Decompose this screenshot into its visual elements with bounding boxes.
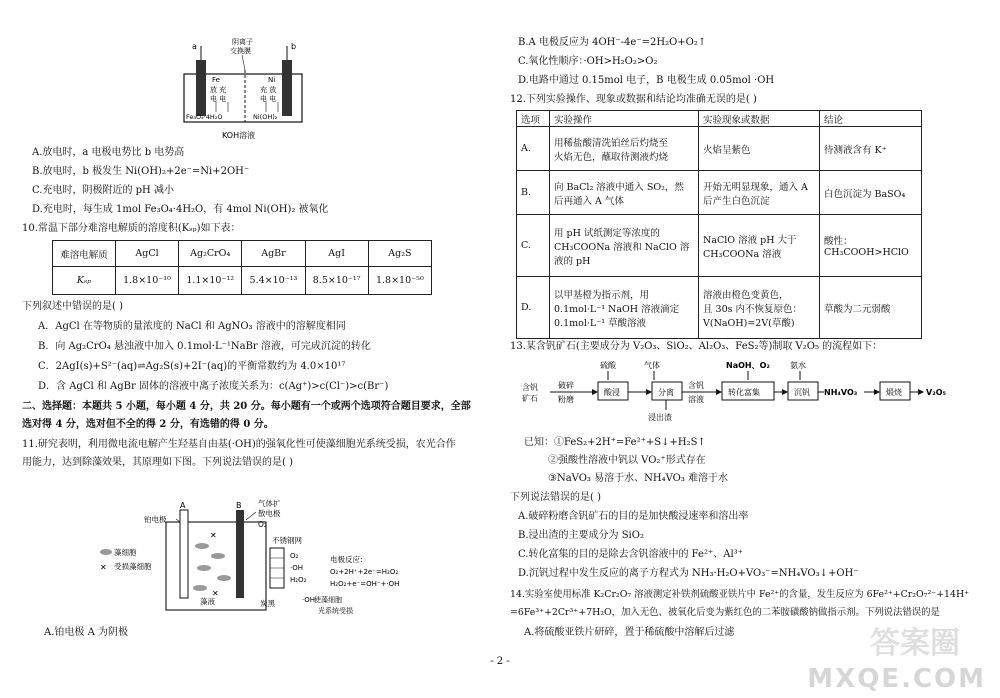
q12-row-a-opt: A. xyxy=(517,127,550,171)
algae-label: 藻液 xyxy=(200,597,215,606)
ksp-value-ag2s: 1.8×10⁻⁵⁰ xyxy=(368,267,431,295)
q12-row-b-ph: 开始无明显现象，通入 A 后产生白色沉淀 xyxy=(699,171,820,215)
ksp-header-1: AgCl xyxy=(115,241,178,267)
svg-text:✕: ✕ xyxy=(210,531,217,540)
q9-option-c: C.充电时，阴极附近的 pH 减小 xyxy=(32,185,174,196)
section2-line1: 二、选择题：本题共 5 小题，每小题 4 分，共 20 分。每小题有一个或两个选项符合题目要求，全部 xyxy=(22,401,471,412)
flow-product: V₂O₅ xyxy=(926,388,946,397)
flow-leach: 酸浸 xyxy=(604,388,620,397)
flow-precip: 沉钒 xyxy=(794,388,810,397)
svg-text:✕: ✕ xyxy=(212,589,219,598)
right-plate-label: Ni(OH)₂ xyxy=(253,113,278,121)
ksp-value-ag2cro4: 1.1×10⁻¹² xyxy=(179,267,242,295)
q12-row-c xyxy=(517,215,922,277)
flow-vsol-2: 溶液 xyxy=(688,395,704,404)
flow-crush-1: 破碎 xyxy=(558,381,574,390)
q14-line1: 14.实验室使用标准 K₂Cr₂O₇ 溶液测定补铁剂硫酸亚铁片中 Fe²⁺的含量，发生反应为 6Fe²⁺+Cr₂O₇²⁻+14H⁺ xyxy=(510,589,970,600)
q10-option-a: A．AgCl 在等物质的量浓度的 NaCl 和 AgNO₃ 溶液中的溶解度相同 xyxy=(38,321,346,332)
q11-line2: 用能力，达到除藻效果，其原理如下图。下列说法错误的是( ) xyxy=(22,457,293,468)
label-B: B xyxy=(236,501,242,510)
flow-residue: 浸出渣 xyxy=(648,413,672,422)
flow-vsol-1: 含钒 xyxy=(688,381,704,390)
q12-row-d-op: 以甲基橙为指示剂，用 0.1mol·L⁻¹ NaOH 溶液滴定 0.1mol·L⁻¹ 草酸溶液 xyxy=(550,277,699,339)
ksp-value-agi: 8.5×10⁻¹⁷ xyxy=(305,267,368,295)
q13-option-c: C.转化富集的目的是除去含钒溶液中的 Fe²⁺、Al³⁺ xyxy=(518,549,743,560)
fe-label: Fe xyxy=(212,76,220,84)
right-column xyxy=(500,0,1000,698)
q12-row-a xyxy=(517,127,922,171)
vanadium-flowchart xyxy=(520,358,980,430)
label-a: a xyxy=(192,42,197,51)
legend-damaged-icon: ✕ xyxy=(100,563,107,572)
pt-electrode-label: 铂电极 xyxy=(144,515,167,524)
flow-nh4vo3: NH₄VO₃ xyxy=(824,388,858,397)
flow-reagents: NaOH、O₂ xyxy=(726,361,770,370)
flow-enrich: 转化富集 xyxy=(728,388,760,397)
known-1: 已知：①FeS₂+2H⁺=Fe²⁺+S↓+H₂S↑ xyxy=(524,437,706,448)
steel-mesh-label: 不锈钢网 xyxy=(272,536,302,545)
q12-header-3: 结论 xyxy=(820,111,922,127)
q11-option-b: B.A 电极反应为 4OH⁻-4e⁻=2H₂O+O₂↑ xyxy=(518,37,707,48)
electrode-A xyxy=(180,510,188,598)
flow-ammonia: 氨水 xyxy=(790,361,806,370)
q10-prompt: 下列叙述中错误的是( ) xyxy=(22,301,123,312)
q14-line2: =6Fe³⁺+2Cr³⁺+7H₂O，加入无色、被氧化后变为紫红色的二苯胺磺酸钠做指示剂。下列说法错误的是 xyxy=(510,607,940,618)
flow-ore-2: 矿石 xyxy=(522,394,538,403)
q13-option-a: A.破碎粉磨含钒矿石的目的是加快酸浸速率和溶出率 xyxy=(518,511,749,522)
q11-line1: 11.研究表明，利用微电流电解产生羟基自由基(·OH)的强氧化性可使藻细胞光系统受损，农光合作 xyxy=(22,439,456,450)
species-oh: ·OH xyxy=(290,564,303,572)
q12-row-d-ph: 溶液由橙色变黄色， 且 30s 内不恢复原色： V(NaOH)=2V(草酸) xyxy=(699,277,820,339)
flow-crush-2: 粉磨 xyxy=(558,395,574,404)
q11-option-d: D.电路中通过 0.15mol 电子，B 电极生成 0.05mol ·OH xyxy=(518,75,775,86)
q9-option-a: A.放电时，a 电极电势比 b 电势高 xyxy=(32,147,185,158)
ni-label: Ni xyxy=(268,76,276,84)
reaction-1: O₂+2H⁺+2e⁻=H₂O₂ xyxy=(330,568,399,576)
ksp-row-label: Kₛₚ xyxy=(53,267,116,295)
flow-calcine: 煅烧 xyxy=(886,388,902,397)
ksp-value-agcl: 1.8×10⁻¹⁰ xyxy=(115,267,178,295)
ksp-header-0: 难溶电解质 xyxy=(53,241,116,267)
carbon-label: 炭黑 xyxy=(260,599,275,608)
algae-electrolysis-diagram xyxy=(100,496,430,618)
watermark-logo: 答案圈 xyxy=(870,626,960,661)
q12-row-d xyxy=(517,277,922,339)
discharge-left: 放 充 xyxy=(210,86,227,94)
reaction-title: 电极反应: xyxy=(330,555,363,564)
q12-row-c-con: 酸性： CH₃COOH>HClO xyxy=(820,215,922,277)
electrode-a xyxy=(196,60,206,116)
label-A: A xyxy=(180,501,186,510)
membrane-label-1: 阴离子 xyxy=(232,38,253,46)
ksp-table xyxy=(52,240,432,295)
o2-label: O₂ xyxy=(258,520,267,529)
gas-diffuse-label-2: 散电极 xyxy=(258,509,281,518)
left-plate-label: Fe₃O₄·4H₂O xyxy=(186,113,223,121)
q13-option-b: B.浸出渣的主要成分为 SiO₂ xyxy=(518,530,644,541)
legend-damaged: 受损藻细胞 xyxy=(114,562,152,571)
algae-cell xyxy=(195,543,209,549)
q9-option-b: B.放电时，b 极发生 Ni(OH)₂+2e⁻=Ni+2OH⁻ xyxy=(32,166,250,177)
section2-line2: 选对得 4 分，选对但不全的得 2 分，有选错的得 0 分。 xyxy=(22,419,274,430)
q12-header-2: 实验现象或数据 xyxy=(699,111,820,127)
species-oh2: ·OH xyxy=(302,596,315,604)
q12-row-c-ph: NaClO 溶液 pH 大于 CH₃COONa 溶液 xyxy=(699,215,820,277)
svg-text:电 电: 电 电 xyxy=(260,95,277,103)
q12-row-c-opt: C. xyxy=(517,215,550,277)
discharge-right: 充 放 xyxy=(260,86,277,94)
ksp-header-3: AgBr xyxy=(242,241,305,267)
q11-option-c: C.氧化性顺序：·OH>H₂O₂>O₂ xyxy=(518,56,658,67)
ksp-header-2: Ag₂CrO₄ xyxy=(179,241,242,267)
q12-table xyxy=(516,110,922,339)
q14-option-a: A.将硫酸亚铁片研碎，置于稀硫酸中溶解后过滤 xyxy=(524,627,735,638)
q11-option-a: A.铂电极 A 为阴极 xyxy=(44,627,128,638)
reaction-2: H₂O₂+e⁻=OH⁻+·OH xyxy=(330,580,400,588)
known-3: ③NaVO₃ 易溶于水、NH₄VO₃ 难溶于水 xyxy=(548,473,729,484)
q12-row-b xyxy=(517,171,922,215)
electrode-b xyxy=(282,60,292,116)
known-2: ②强酸性溶液中钒以 VO₂⁺形式存在 xyxy=(548,455,706,466)
gas-diffuse-label-1: 气体扩 xyxy=(258,499,281,508)
species-o2: O₂ xyxy=(290,552,299,560)
q12-row-d-con: 草酸为二元弱酸 xyxy=(820,277,922,339)
q12-stem: 12.下列实验操作、现象或数据和结论均准确无误的是( ) xyxy=(510,94,757,105)
effect-label-2: 光系统受损 xyxy=(318,607,353,615)
legend-algae-icon xyxy=(100,549,112,555)
q12-row-a-op: 用稀盐酸清洗铂丝后灼烧至 火焰无色，蘸取待测液灼烧 xyxy=(550,127,699,171)
flow-gas: 气体 xyxy=(644,361,660,370)
q12-row-b-con: 白色沉淀为 BaSO₄ xyxy=(820,171,922,215)
q9-option-d: D.充电时，每生成 1mol Fe₃O₄·4H₂O，有 4mol Ni(OH)₂ 被氧化 xyxy=(32,204,329,215)
watermark: MXQE.COM xyxy=(807,664,986,694)
q13-option-d: D.沉钒过程中发生反应的离子方程式为 NH₃·H₂O+VO₃⁻=NH₄VO₃↓+OH⁻ xyxy=(518,568,859,579)
q13-prompt: 下列说法错误的是( ) xyxy=(510,492,601,503)
q12-header-1: 实验操作 xyxy=(550,111,699,127)
q10-option-d: D．含 AgCl 和 AgBr 固体的溶液中离子浓度关系为：c(Ag⁺)>c(Cl⁻)>c(Br⁻) xyxy=(38,381,389,392)
membrane-label-2: 交换膜 xyxy=(230,47,251,55)
q13-stem: 13.某含钒矿石(主要成分为 V₂O₃、SiO₂、Al₂O₃、FeS₂等)制取 V₂O₅ 的流程如下： xyxy=(510,341,883,352)
ksp-value-agbr: 5.4×10⁻¹³ xyxy=(242,267,305,295)
effect-label-1: 使藻细胞 xyxy=(314,596,342,604)
electrode-B xyxy=(236,510,244,598)
label-b: b xyxy=(291,42,297,51)
q12-row-b-op: 向 BaCl₂ 溶液中通入 SO₂，然 后再通入 A 气体 xyxy=(550,171,699,215)
ksp-header-5: Ag₂S xyxy=(368,241,431,267)
q12-row-c-op: 用 pH 试纸测定等浓度的 CH₃COONa 溶液和 NaClO 溶 液的 pH xyxy=(550,215,699,277)
q12-header-0: 选项 xyxy=(517,111,550,127)
battery-diagram xyxy=(170,38,340,144)
flow-ore-1: 含钒 xyxy=(522,383,538,392)
q12-row-b-opt: B. xyxy=(517,171,550,215)
svg-text:电 电: 电 电 xyxy=(210,95,227,103)
q12-row-d-opt: D. xyxy=(517,277,550,339)
q10-option-b: B．向 Ag₂CrO₄ 悬浊液中加入 0.1mol·L⁻¹NaBr 溶液，可完成沉淀的转化 xyxy=(38,341,371,352)
ksp-header-4: AgI xyxy=(305,241,368,267)
q12-row-a-con: 待测液含有 K⁺ xyxy=(820,127,922,171)
q10-stem: 10.常温下部分难溶电解质的溶度积(Kₛₚ)如下表： xyxy=(22,223,241,234)
legend-algae: 藻细胞 xyxy=(114,548,137,557)
electrolyte-label: KOH溶液 xyxy=(222,131,256,140)
flow-acid: 硫酸 xyxy=(600,361,616,370)
page-number: - 2 - xyxy=(490,656,510,667)
q12-row-a-ph: 火焰呈紫色 xyxy=(699,127,820,171)
flow-separate: 分离 xyxy=(658,388,674,397)
species-h2o2: H₂O₂ xyxy=(290,576,307,584)
q10-option-c: C．2AgI(s)+S²⁻(aq)⇌Ag₂S(s)+2I⁻(aq)的平衡常数约为 4.0×10¹⁷ xyxy=(38,361,346,372)
